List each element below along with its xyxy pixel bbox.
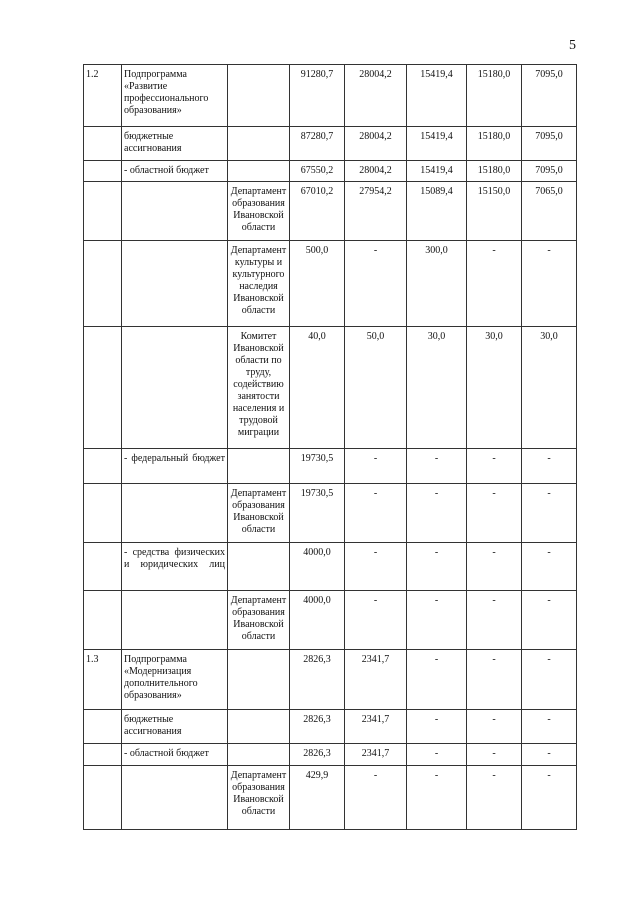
value-cell: - bbox=[345, 241, 407, 327]
value-cell: - bbox=[345, 543, 407, 591]
value-cell: 7065,0 bbox=[522, 182, 577, 241]
value-cell: - bbox=[522, 710, 577, 744]
value-cell: 15150,0 bbox=[467, 182, 522, 241]
value-cell: 7095,0 bbox=[522, 127, 577, 161]
table-row bbox=[84, 766, 577, 830]
value-cell: 2341,7 bbox=[345, 710, 407, 744]
row-name: Подпрограмма «Развитие профессионального образования» bbox=[122, 65, 228, 127]
page-number: 5 bbox=[569, 38, 576, 53]
row-executor bbox=[228, 65, 290, 127]
value-cell: 7095,0 bbox=[522, 65, 577, 127]
value-cell: - bbox=[407, 449, 467, 484]
value-cell: 30,0 bbox=[522, 327, 577, 449]
value-cell: - bbox=[467, 766, 522, 830]
table-row bbox=[84, 710, 577, 744]
table-row bbox=[84, 65, 577, 127]
row-name: - средства физических и юридических лиц bbox=[122, 543, 228, 591]
value-cell: - bbox=[407, 766, 467, 830]
value-cell: - bbox=[522, 766, 577, 830]
row-number bbox=[84, 543, 122, 591]
row-number bbox=[84, 744, 122, 766]
table-row bbox=[84, 327, 577, 449]
table-row bbox=[84, 127, 577, 161]
value-cell: - bbox=[407, 650, 467, 710]
row-name: Подпрограмма «Модернизация дополнительного образования» bbox=[122, 650, 228, 710]
row-name: - федеральный бюджет bbox=[122, 449, 228, 484]
value-cell: - bbox=[522, 591, 577, 650]
value-cell: 2826,3 bbox=[290, 650, 345, 710]
value-cell: 28004,2 bbox=[345, 127, 407, 161]
value-cell: - bbox=[467, 591, 522, 650]
value-cell: 15180,0 bbox=[467, 65, 522, 127]
table-row bbox=[84, 744, 577, 766]
table-row bbox=[84, 484, 577, 543]
value-cell: 15419,4 bbox=[407, 65, 467, 127]
row-number bbox=[84, 591, 122, 650]
row-executor bbox=[228, 744, 290, 766]
row-name bbox=[122, 766, 228, 830]
value-cell: - bbox=[467, 650, 522, 710]
value-cell: - bbox=[522, 543, 577, 591]
value-cell: - bbox=[522, 744, 577, 766]
table-row bbox=[84, 161, 577, 182]
value-cell: 2826,3 bbox=[290, 744, 345, 766]
value-cell: - bbox=[345, 449, 407, 484]
value-cell: - bbox=[345, 766, 407, 830]
value-cell: 28004,2 bbox=[345, 65, 407, 127]
value-cell: 15419,4 bbox=[407, 161, 467, 182]
value-cell: - bbox=[467, 744, 522, 766]
row-number bbox=[84, 710, 122, 744]
value-cell: - bbox=[467, 449, 522, 484]
table-row bbox=[84, 650, 577, 710]
row-number: 1.2 bbox=[84, 65, 122, 127]
value-cell: - bbox=[467, 543, 522, 591]
value-cell: 15089,4 bbox=[407, 182, 467, 241]
row-executor bbox=[228, 449, 290, 484]
row-name: - областной бюджет bbox=[122, 161, 228, 182]
value-cell: - bbox=[522, 484, 577, 543]
row-executor: Департамент образования Ивановской области bbox=[228, 182, 290, 241]
value-cell: 7095,0 bbox=[522, 161, 577, 182]
value-cell: - bbox=[407, 484, 467, 543]
value-cell: 15419,4 bbox=[407, 127, 467, 161]
value-cell: 30,0 bbox=[467, 327, 522, 449]
value-cell: 500,0 bbox=[290, 241, 345, 327]
value-cell: - bbox=[522, 241, 577, 327]
row-number bbox=[84, 766, 122, 830]
row-number bbox=[84, 182, 122, 241]
value-cell: 67010,2 bbox=[290, 182, 345, 241]
row-name bbox=[122, 484, 228, 543]
table-row bbox=[84, 182, 577, 241]
value-cell: 19730,5 bbox=[290, 449, 345, 484]
value-cell: - bbox=[467, 241, 522, 327]
value-cell: 4000,0 bbox=[290, 543, 345, 591]
value-cell: - bbox=[407, 744, 467, 766]
value-cell: 50,0 bbox=[345, 327, 407, 449]
value-cell: - bbox=[407, 543, 467, 591]
table-row bbox=[84, 449, 577, 484]
value-cell: - bbox=[345, 591, 407, 650]
table-row bbox=[84, 241, 577, 327]
value-cell: 300,0 bbox=[407, 241, 467, 327]
table-row bbox=[84, 543, 577, 591]
row-executor: Комитет Ивановской области по труду, содействию занятости населения и трудовой миграции bbox=[228, 327, 290, 449]
value-cell: - bbox=[407, 710, 467, 744]
row-name bbox=[122, 327, 228, 449]
value-cell: - bbox=[522, 650, 577, 710]
value-cell: 87280,7 bbox=[290, 127, 345, 161]
row-number bbox=[84, 449, 122, 484]
row-number bbox=[84, 327, 122, 449]
row-number bbox=[84, 484, 122, 543]
value-cell: 2826,3 bbox=[290, 710, 345, 744]
value-cell: 67550,2 bbox=[290, 161, 345, 182]
row-number bbox=[84, 127, 122, 161]
row-executor: Департамент образования Ивановской области bbox=[228, 484, 290, 543]
row-executor bbox=[228, 710, 290, 744]
value-cell: 2341,7 bbox=[345, 650, 407, 710]
row-executor: Департамент образования Ивановской области bbox=[228, 766, 290, 830]
value-cell: - bbox=[467, 710, 522, 744]
value-cell: 19730,5 bbox=[290, 484, 345, 543]
row-executor bbox=[228, 127, 290, 161]
table-row bbox=[84, 591, 577, 650]
row-number bbox=[84, 241, 122, 327]
value-cell: 15180,0 bbox=[467, 127, 522, 161]
row-executor: Департамент культуры и культурного наследия Ивановской области bbox=[228, 241, 290, 327]
value-cell: 30,0 bbox=[407, 327, 467, 449]
value-cell: 4000,0 bbox=[290, 591, 345, 650]
value-cell: - bbox=[345, 484, 407, 543]
row-name: бюджетные ассигнования bbox=[122, 710, 228, 744]
value-cell: 28004,2 bbox=[345, 161, 407, 182]
row-executor bbox=[228, 650, 290, 710]
row-name: бюджетные ассигнования bbox=[122, 127, 228, 161]
value-cell: 2341,7 bbox=[345, 744, 407, 766]
row-executor bbox=[228, 161, 290, 182]
row-name bbox=[122, 182, 228, 241]
value-cell: - bbox=[407, 591, 467, 650]
value-cell: 91280,7 bbox=[290, 65, 345, 127]
row-name bbox=[122, 241, 228, 327]
row-number: 1.3 bbox=[84, 650, 122, 710]
value-cell: - bbox=[467, 484, 522, 543]
row-name bbox=[122, 591, 228, 650]
row-executor: Департамент образования Ивановской области bbox=[228, 591, 290, 650]
value-cell: 429,9 bbox=[290, 766, 345, 830]
budget-table bbox=[83, 64, 577, 830]
value-cell: 15180,0 bbox=[467, 161, 522, 182]
row-executor bbox=[228, 543, 290, 591]
value-cell: - bbox=[522, 449, 577, 484]
value-cell: 40,0 bbox=[290, 327, 345, 449]
value-cell: 27954,2 bbox=[345, 182, 407, 241]
row-number bbox=[84, 161, 122, 182]
row-name: - областной бюджет bbox=[122, 744, 228, 766]
